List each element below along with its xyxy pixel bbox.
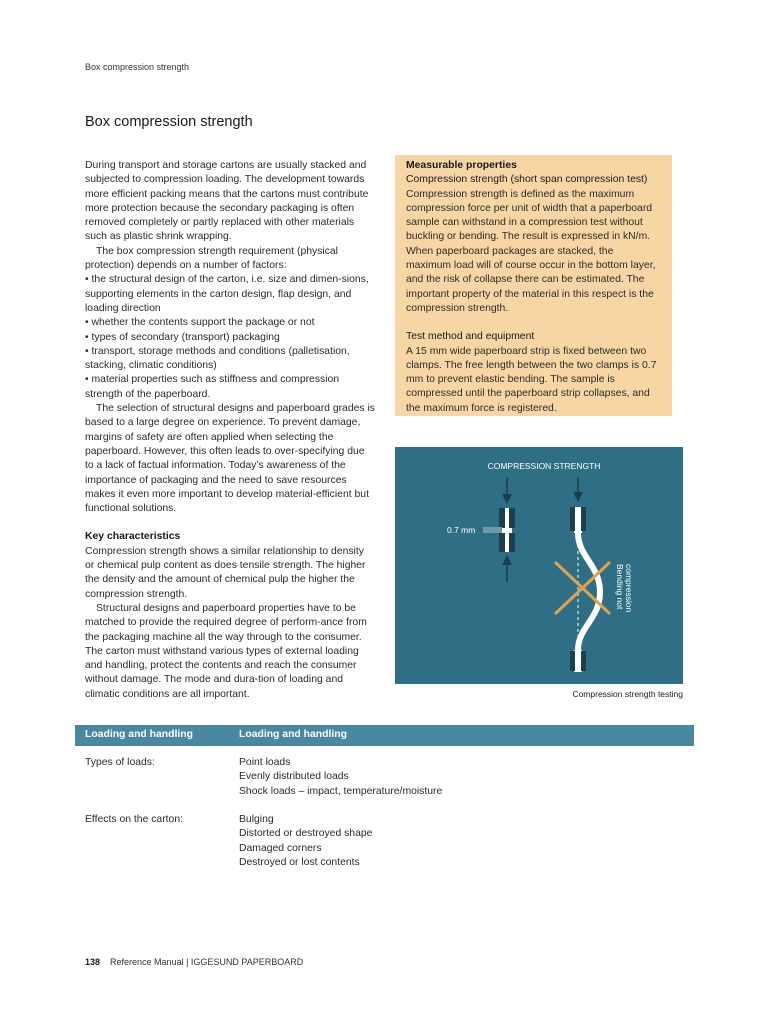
key-characteristics-paragraph: Compression strength shows a similar relationship to density or chemical pulp content as does tensile strength. The higher the density and the amount of chemical pulp the higher the compression strength. bbox=[85, 545, 366, 600]
sidebar-subheading-compression: Compression strength (short span compression test) bbox=[406, 174, 648, 186]
running-head: Box compression strength bbox=[85, 62, 190, 72]
list-item: Bulging bbox=[239, 814, 274, 825]
left-upper-clamp-b bbox=[509, 508, 515, 528]
row-items-effects-on-carton bbox=[239, 813, 372, 870]
list-item: Point loads bbox=[239, 757, 291, 768]
loading-table-header bbox=[75, 725, 694, 746]
compression-test-figure bbox=[395, 447, 683, 684]
right-lower-clamp-b bbox=[581, 651, 586, 671]
page-footer bbox=[85, 957, 303, 967]
right-lower-clamp-a bbox=[570, 651, 575, 671]
selection-paragraph: The selection of structural designs and paperboard grades is based to a large degree on experience. To prevent damage, margins of safety are often applied when selecting the paperboard. However, this often leads to over-specifying due to a lack of factual information. Today’s awareness of the importance of packaging and the need to save resources makes it even more important to develop material-efficient but functional solutions. bbox=[85, 403, 375, 515]
compression-strength-label: COMPRESSION STRENGTH bbox=[487, 461, 601, 471]
figure-caption: Compression strength testing bbox=[572, 689, 683, 699]
factor-bullet-1: • the structural design of the carton, i.e. size and dimen-sions, supporting elements in the carton design, flap design, and loading direction bbox=[85, 274, 369, 314]
factors-intro-paragraph: The box compression strength requirement (physical protection) depends on a number of factors: bbox=[85, 245, 338, 272]
factor-bullet-4: • transport, storage methods and conditions (palletisation, stacking, climatic conditions) bbox=[85, 345, 350, 372]
right-strip-bottom bbox=[574, 650, 582, 672]
bending-label-line-2: compression bbox=[624, 564, 634, 613]
sidebar-test-method-text: A 15 mm wide paperboard strip is fixed between two clamps. The free length between the two clamps is 0.7 mm to prevent elastic bending. The sample is compressed until the paperboard strip collapses, and the maximum force is registered. bbox=[406, 345, 657, 414]
factor-bullet-5: • material properties such as stiffness and compression strength of the paperboard. bbox=[85, 374, 340, 400]
bending-label-line-1: Bending not bbox=[615, 564, 625, 610]
right-top-arrow bbox=[573, 477, 583, 502]
body-text-column bbox=[85, 159, 375, 702]
right-upper-clamp-b bbox=[581, 507, 586, 531]
left-upper-clamp-a bbox=[499, 508, 505, 528]
page-number: 138 bbox=[85, 957, 101, 967]
sidebar-subheading-test-method: Test method and equipment bbox=[406, 331, 535, 343]
key-characteristics-heading: Key characteristics bbox=[85, 531, 181, 543]
left-lower-clamp-a bbox=[499, 533, 505, 552]
intro-paragraph: During transport and storage cartons are usually stacked and subjected to compression loading. The development towards more efficient packing means that the cartons must contribute more protection because the secondary packaging is often removed completely or partly replaced with other materials such as plastic shrink wrapping. bbox=[85, 160, 369, 243]
page-title: Box compression strength bbox=[85, 114, 253, 130]
right-upper-clamp-a bbox=[570, 507, 575, 531]
list-item: Shock loads – impact, temperature/moisture bbox=[239, 785, 443, 797]
right-strip-top bbox=[574, 507, 582, 533]
factor-bullet-2: • whether the contents support the package or not bbox=[85, 317, 315, 329]
row-label-effects-on-carton: Effects on the carton: bbox=[85, 814, 184, 825]
row-items-types-of-loads bbox=[239, 756, 442, 799]
measurable-properties-box bbox=[395, 155, 672, 416]
compression-test-diagram bbox=[395, 447, 683, 684]
list-item: Evenly distributed loads bbox=[239, 771, 349, 783]
sidebar-compression-text: Compression strength is defined as the maximum compression force per unit of width that a paperboard sample can withstand in a compression test without buckling or bending. The result is expressed in kN/m. When paperboard packages are stacked, the maximum load will of course occur in the bottom layer, and the risk of collapse there can be estimated. The important property of the material in this respect is the compression strength. bbox=[406, 188, 656, 314]
left-bottom-arrow bbox=[502, 555, 512, 582]
sidebar-heading: Measurable properties bbox=[406, 160, 517, 171]
gap-indicator bbox=[483, 527, 502, 533]
left-top-arrow bbox=[502, 477, 512, 504]
table-header-col-1: Loading and handling bbox=[85, 729, 193, 740]
gap-label: 0.7 mm bbox=[447, 525, 476, 535]
structural-paragraph: Structural designs and paperboard properties have to be matched to provide the required degree of perform-ance from the packaging machine all the way through to the consumer. The carton must withstand various types of external loading and handling, protect the contents and reach the consumer without damage. The mode and dura-tion of loading and climatic conditions are all important. bbox=[85, 602, 367, 700]
table-header-col-2: Loading and handling bbox=[239, 729, 347, 740]
footer-text: Reference Manual | IGGESUND PAPERBOARD bbox=[110, 957, 304, 967]
list-item: Destroyed or lost contents bbox=[239, 856, 360, 868]
row-label-types-of-loads: Types of loads: bbox=[85, 757, 155, 768]
bent-strip bbox=[578, 533, 600, 650]
left-lower-clamp-b bbox=[509, 533, 515, 552]
list-item: Distorted or destroyed shape bbox=[239, 828, 373, 840]
factor-bullet-3: • types of secondary (transport) packaging bbox=[85, 331, 280, 343]
list-item: Damaged corners bbox=[239, 842, 322, 854]
